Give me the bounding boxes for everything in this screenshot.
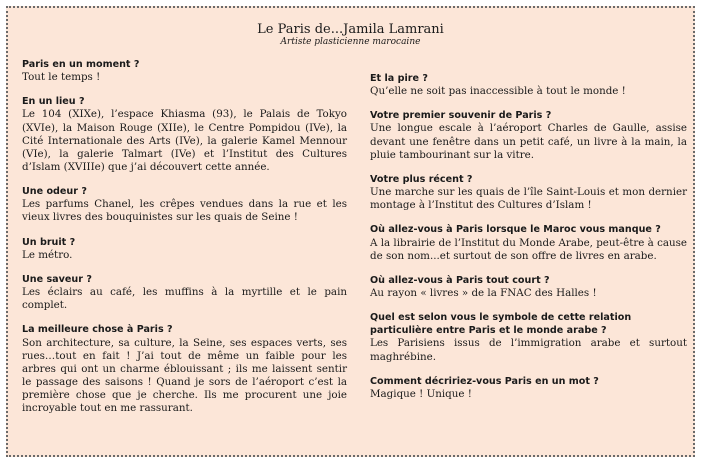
qa-item [22, 236, 347, 262]
qa-item [370, 223, 687, 262]
qa-item [370, 375, 687, 401]
answer: Magique ! Unique ! [370, 387, 472, 400]
question: Une saveur ? [22, 273, 92, 285]
page-title: Le Paris de...Jamila Lamrani [257, 22, 444, 37]
qa-item [370, 109, 687, 161]
question: La meilleure chose à Paris ? [22, 324, 173, 336]
qa-item [370, 173, 687, 212]
answer: Une longue escale à l’aéroport Charles de Gaulle, assise devant une fenêtre dans un petit café, un livre à la main, la pluie tambourinant sur la vitre. [370, 122, 687, 161]
answer: Le métro. [22, 248, 73, 261]
answer: Qu’elle ne soit pas inaccessible à tout le monde ! [370, 85, 626, 98]
answer: Le 104 (XIXe), l’espace Khiasma (93), le Palais de Tokyo (XVIe), la Maison Rouge (XIIe), le Centre Pompidou (IVe), la Cité Internationale des Arts (IVe), la galerie Kamel Mennour (VIe), la galerie Talmart (IVe) et l’Institut des Cultures d’Islam (XVIIIe) que j’ai découvert cette année. [22, 108, 347, 173]
qa-item [370, 311, 687, 363]
question: Une odeur ? [22, 186, 87, 198]
page-subtitle: Artiste plasticienne marocaine [280, 37, 421, 47]
answer: Au rayon « livres » de la FNAC des Halles ! [370, 286, 597, 299]
answer: Son architecture, sa culture, la Seine, ses espaces verts, ses rues…tout en fait ! J’ai tout de même un faible pour les arbres qui ont un charme éblouissant ; ils me laissent sentir le passage des saisons ! Quand je sors de l’aéroport c’est la première chose que je cherche. Ils me procurent une joie incroyable tout en me rassurant. [22, 336, 347, 414]
question: En un lieu ? [22, 96, 85, 108]
qa-item [22, 58, 347, 84]
answer: Les Parisiens issus de l’immigration arabe et surtout maghrébine. [370, 337, 687, 363]
answer: Les éclairs au café, les muffins à la myrtille et le pain complet. [22, 286, 347, 312]
question: Quel est selon vous le symbole de cette relation particulière entre Paris et le monde arabe ? [370, 312, 632, 337]
question: Paris en un moment ? [22, 59, 140, 70]
question: Où allez-vous à Paris lorsque le Maroc vous manque ? [370, 224, 661, 236]
qa-item [370, 72, 687, 98]
question: Un bruit ? [22, 236, 76, 248]
header [8, 22, 693, 48]
answer: A la librairie de l’Institut du Monde Arabe, peut-être à cause de son nom...et surtout de son offre de livres en arabe. [370, 236, 687, 262]
answer: Tout le temps ! [22, 71, 101, 84]
qa-item [22, 273, 347, 312]
question: Où allez-vous à Paris tout court ? [370, 274, 550, 286]
question: Votre plus récent ? [370, 173, 473, 185]
qa-item [22, 95, 347, 174]
question: Votre premier souvenir de Paris ? [370, 110, 552, 122]
answer: Les parfums Chanel, les crêpes vendues dans la rue et les vieux livres des bouquinistes sur les quais de Seine ! [22, 198, 347, 224]
right-column [370, 72, 687, 412]
qa-item [22, 185, 347, 224]
interview-card [6, 6, 695, 457]
question: Et la pire ? [370, 73, 428, 84]
qa-item [22, 323, 347, 415]
question: Comment décririez-vous Paris en un mot ? [370, 375, 599, 387]
answer: Une marche sur les quais de l’île Saint-Louis et mon dernier montage à l’Institut des Cultures d’Islam ! [370, 186, 687, 212]
qa-item [370, 274, 687, 300]
left-column [22, 58, 347, 426]
